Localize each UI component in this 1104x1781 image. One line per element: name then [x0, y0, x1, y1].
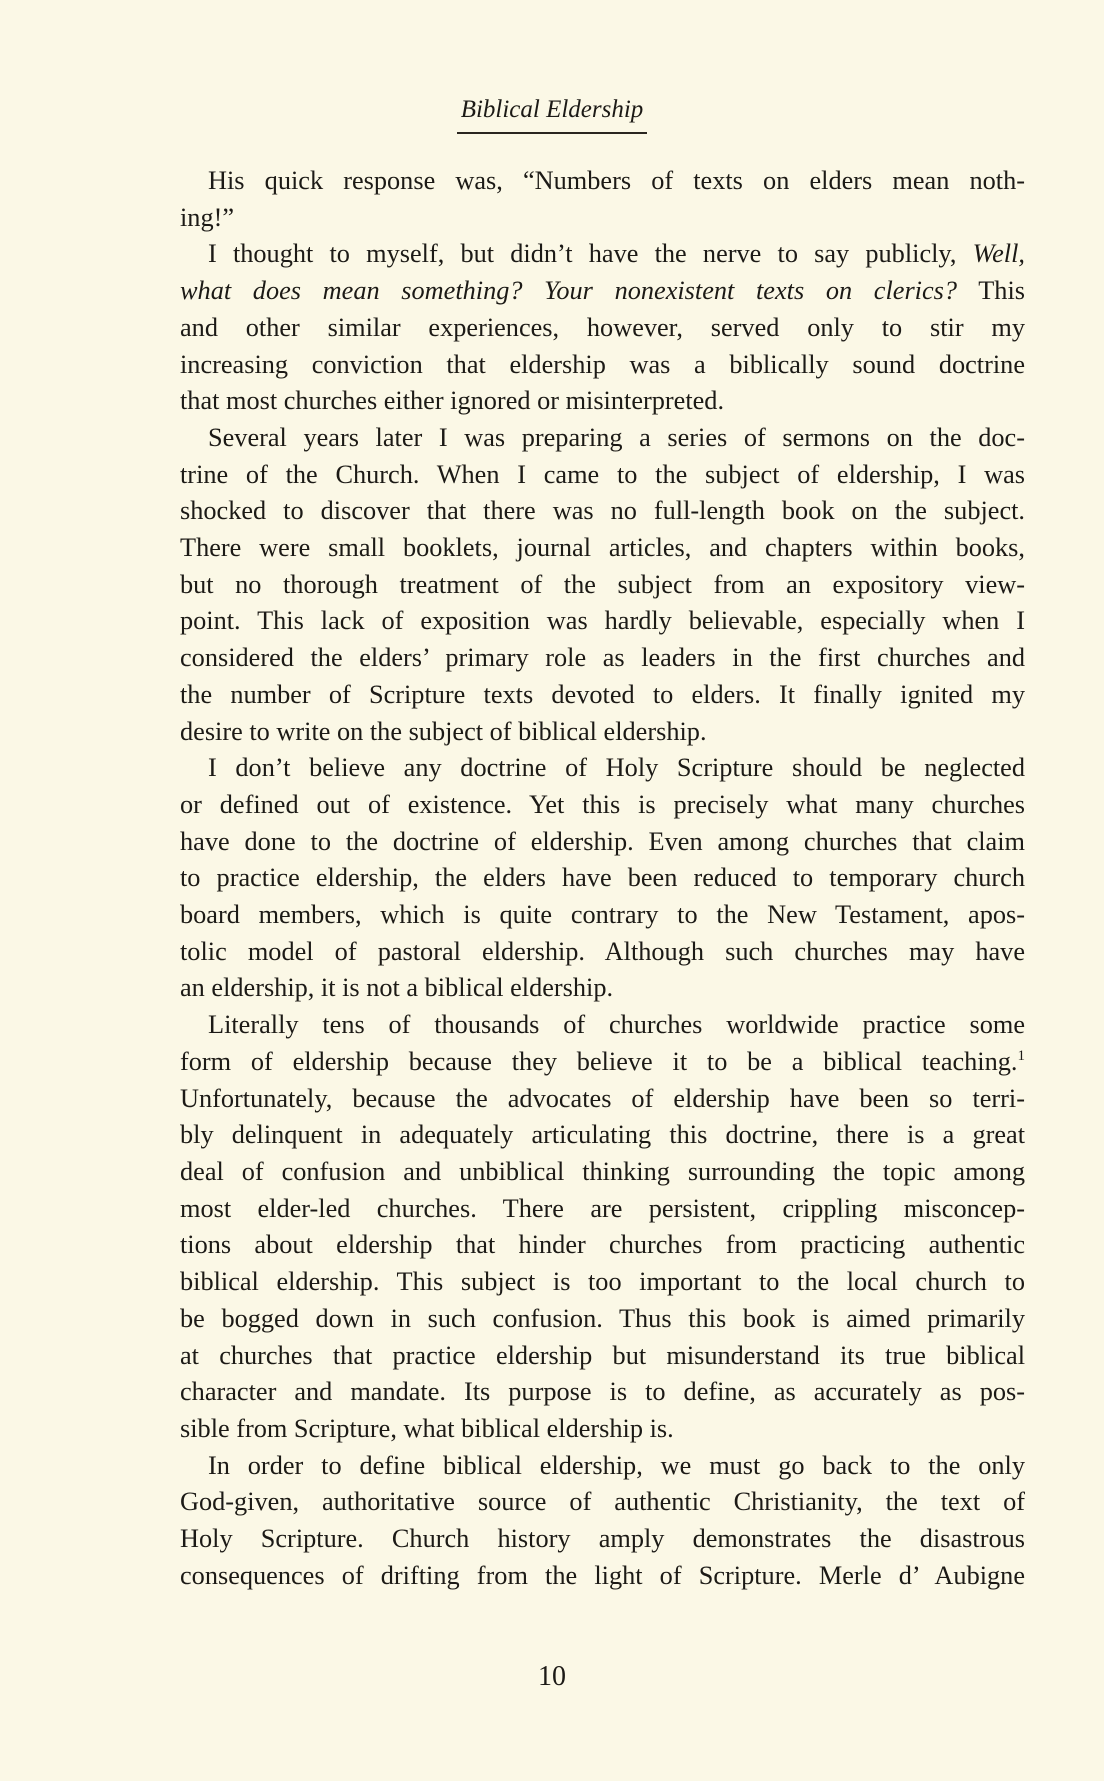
text-line: considered the elders’ primary role as leaders in the first churches and	[180, 643, 1025, 673]
text-line: point. This lack of exposition was hardly believable, especially when I	[180, 606, 1025, 636]
text-line: most elder-led churches. There are persistent, crippling misconcep-	[180, 1193, 1025, 1223]
text-line: board members, which is quite contrary to the New Testament, apos-	[180, 900, 1025, 930]
text-line: character and mandate. Its purpose is to define, as accurately as pos-	[180, 1377, 1025, 1407]
text-line: an eldership, it is not a biblical eldership.	[180, 973, 614, 1003]
text-line: There were small booklets, journal articles, and chapters within books,	[180, 533, 1025, 563]
text-line: tolic model of pastoral eldership. Although such churches may have	[180, 936, 1025, 966]
text-line: trine of the Church. When I came to the subject of eldership, I was	[180, 459, 1025, 489]
text-line: deal of confusion and unbiblical thinking surrounding the topic among	[180, 1156, 1025, 1186]
text-line: sible from Scripture, what biblical eldership is.	[180, 1413, 674, 1443]
text-line	[180, 273, 1025, 310]
text-line: bly delinquent in adequately articulating this doctrine, there is a great	[180, 1120, 1025, 1150]
text-line: at churches that practice eldership but misunderstand its true biblical	[180, 1340, 1025, 1370]
text-line: shocked to discover that there was no full-length book on the subject.	[180, 496, 1025, 526]
text-line: that most churches either ignored or misinterpreted.	[180, 386, 725, 416]
body-text	[180, 163, 1025, 1594]
text-line: the number of Scripture texts devoted to elders. It finally ignited my	[180, 679, 1025, 709]
text-line: be bogged down in such confusion. Thus this book is aimed primarily	[180, 1303, 1025, 1333]
running-head-title: Biblical Eldership	[457, 94, 648, 134]
text-line: or defined out of existence. Yet this is precisely what many churches	[180, 789, 1025, 819]
running-head	[0, 94, 1104, 134]
text-line: I don’t believe any doctrine of Holy Scripture should be neglected	[208, 753, 1025, 783]
paragraph-5	[180, 1007, 1025, 1447]
text-line: tions about eldership that hinder churches from practicing authentic	[180, 1230, 1025, 1260]
text-line: Several years later I was preparing a series of sermons on the doc-	[208, 422, 1025, 452]
text-line: have done to the doctrine of eldership. Even among churches that claim	[180, 826, 1025, 856]
text-line: and other similar experiences, however, served only to stir my	[180, 312, 1025, 342]
text-line: desire to write on the subject of biblical eldership.	[180, 716, 707, 746]
text-line: Literally tens of thousands of churches worldwide practice some	[208, 1010, 1025, 1040]
text-run: This	[978, 276, 1025, 306]
text-line: Holy Scripture. Church history amply demonstrates the disastrous	[180, 1524, 1025, 1554]
text-line: In order to define biblical eldership, we must go back to the only	[208, 1450, 1025, 1480]
italic-run: Well,	[972, 239, 1025, 269]
paragraph-4	[180, 750, 1025, 1007]
text-line: ing!”	[180, 202, 235, 232]
text-line: God-given, authoritative source of authentic Christianity, the text of	[180, 1487, 1025, 1517]
paragraph-2	[180, 236, 1025, 420]
text-line: increasing conviction that eldership was a biblically sound doctrine	[180, 349, 1025, 379]
italic-run: what does mean something? Your nonexistent texts on clerics?	[180, 276, 958, 306]
paragraph-1	[180, 163, 1025, 236]
text-line: biblical eldership. This subject is too important to the local church to	[180, 1267, 1025, 1297]
text-line: to practice eldership, the elders have been reduced to temporary church	[180, 863, 1025, 893]
footnote-marker: 1	[1017, 1048, 1025, 1065]
text-line	[180, 1044, 1025, 1081]
paragraph-6	[180, 1448, 1025, 1595]
text-line	[180, 236, 1025, 273]
paragraph-3	[180, 420, 1025, 750]
text-run: form of eldership because they believe it to be a biblical teaching.	[180, 1046, 1018, 1076]
text-run: I thought to myself, but didn’t have the nerve to say publicly,	[208, 239, 957, 269]
text-line: consequences of drifting from the light of Scripture. Merle d’ Aubigne	[180, 1560, 1025, 1590]
text-line: but no thorough treatment of the subject from an expository view-	[180, 569, 1025, 599]
text-line: His quick response was, “Numbers of texts on elders mean noth-	[208, 166, 1025, 195]
page-number: 10	[538, 1661, 566, 1692]
text-line: Unfortunately, because the advocates of eldership have been so terri-	[180, 1083, 1025, 1113]
